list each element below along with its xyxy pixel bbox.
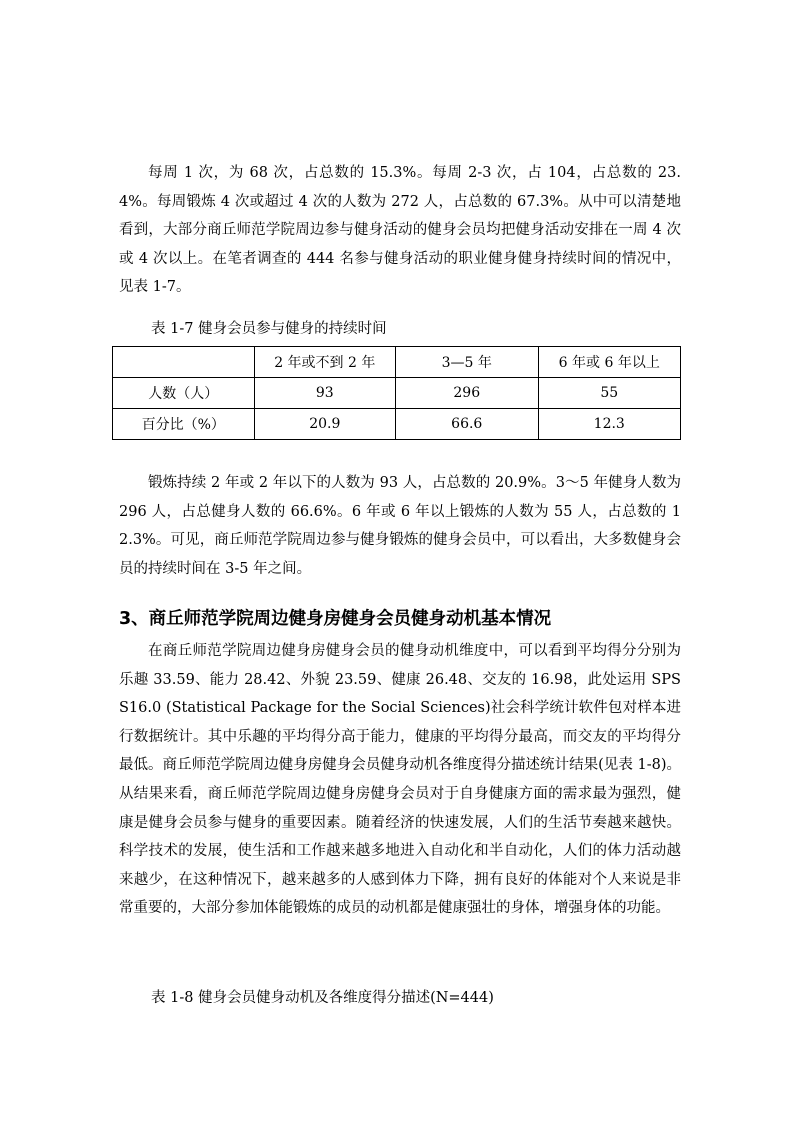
paragraph-weekly-frequency: 每周 1 次，为 68 次，占总数的 15.3%。每周 2-3 次，占 104，占总数的 23.4%。每周锻炼 4 次或超过 4 次的人数为 272 人，占总数的 67.3%。从中可以清楚地看到，大部分商丘师范学院周边参与健身活动的健身会员均把健身活动安排在一周 4 次或 4 次以上。在笔者调查的 444 名参与健身活动的职业健身健身持续时间的情况中，见表 1-7。 [119, 165, 681, 296]
section-heading: 3、商丘师范学院周边健身房健身会员健身动机基本情况 [119, 609, 552, 629]
table-cell: 12.3 [538, 409, 681, 440]
table-row [113, 409, 681, 440]
table-header-cell: 2 年或不到 2 年 [254, 347, 395, 378]
table-1-7 [112, 346, 681, 440]
table-cell: 66.6 [396, 409, 538, 440]
table-row [113, 378, 681, 409]
table-header-row [113, 347, 681, 378]
table-1-7-caption: 表 1-7 健身会员参与健身的持续时间 [151, 321, 387, 337]
table-cell: 296 [396, 378, 538, 409]
table-cell: 人数（人） [113, 378, 255, 409]
table-header-cell: 3—5 年 [396, 347, 538, 378]
paragraph-duration-summary: 锻炼持续 2 年或 2 年以下的人数为 93 人，占总数的 20.9%。3～5 年健身人数为 296 人，占总健身人数的 66.6%。6 年或 6 年以上锻炼的人数为 55 人，占总数的 12.3%。可见，商丘师范学院周边参与健身锻炼的健身会员中，可以看出，大多数健身会员的持续时间在 3-5 年之间。 [119, 475, 681, 577]
table-cell: 55 [538, 378, 681, 409]
table-cell: 93 [254, 378, 395, 409]
table-cell: 百分比（%） [113, 409, 255, 440]
table-header-cell [113, 347, 255, 378]
paragraph-motivation: 在商丘师范学院周边健身房健身会员的健身动机维度中，可以看到平均得分分别为乐趣 33.59、能力 28.42、外貌 23.59、健康 26.48、交友的 16.98，此处运用 SPSS16.0 (Statistical Package for the Social Sciences)社会科学统计软件包对样本进行数据统计。其中乐趣的平均得分高于能力，健康的平均得分最高，而交友的平均得分最低。商丘师范学院周边健身房健身会员健身动机各维度得分描述统计结果(见表 1-8)。从结果来看，商丘师范学院周边健身房健身会员对于自身健康方面的需求最为强烈，健康是健身会员参与健身的重要因素。随着经济的快速发展，人们的生活节奏越来越快。科学技术的发展，使生活和工作越来越多地进入自动化和半自动化，人们的体力活动越来越少，在这种情况下，越来越多的人感到体力下降，拥有良好的体能对个人来说是非常重要的，大部分参加体能锻炼的成员的动机都是健康强壮的身体，增强身体的功能。 [119, 643, 681, 917]
table-cell: 20.9 [254, 409, 395, 440]
table-1-8-caption: 表 1-8 健身会员健身动机及各维度得分描述(N=444) [151, 990, 494, 1006]
table-header-cell: 6 年或 6 年以上 [538, 347, 681, 378]
